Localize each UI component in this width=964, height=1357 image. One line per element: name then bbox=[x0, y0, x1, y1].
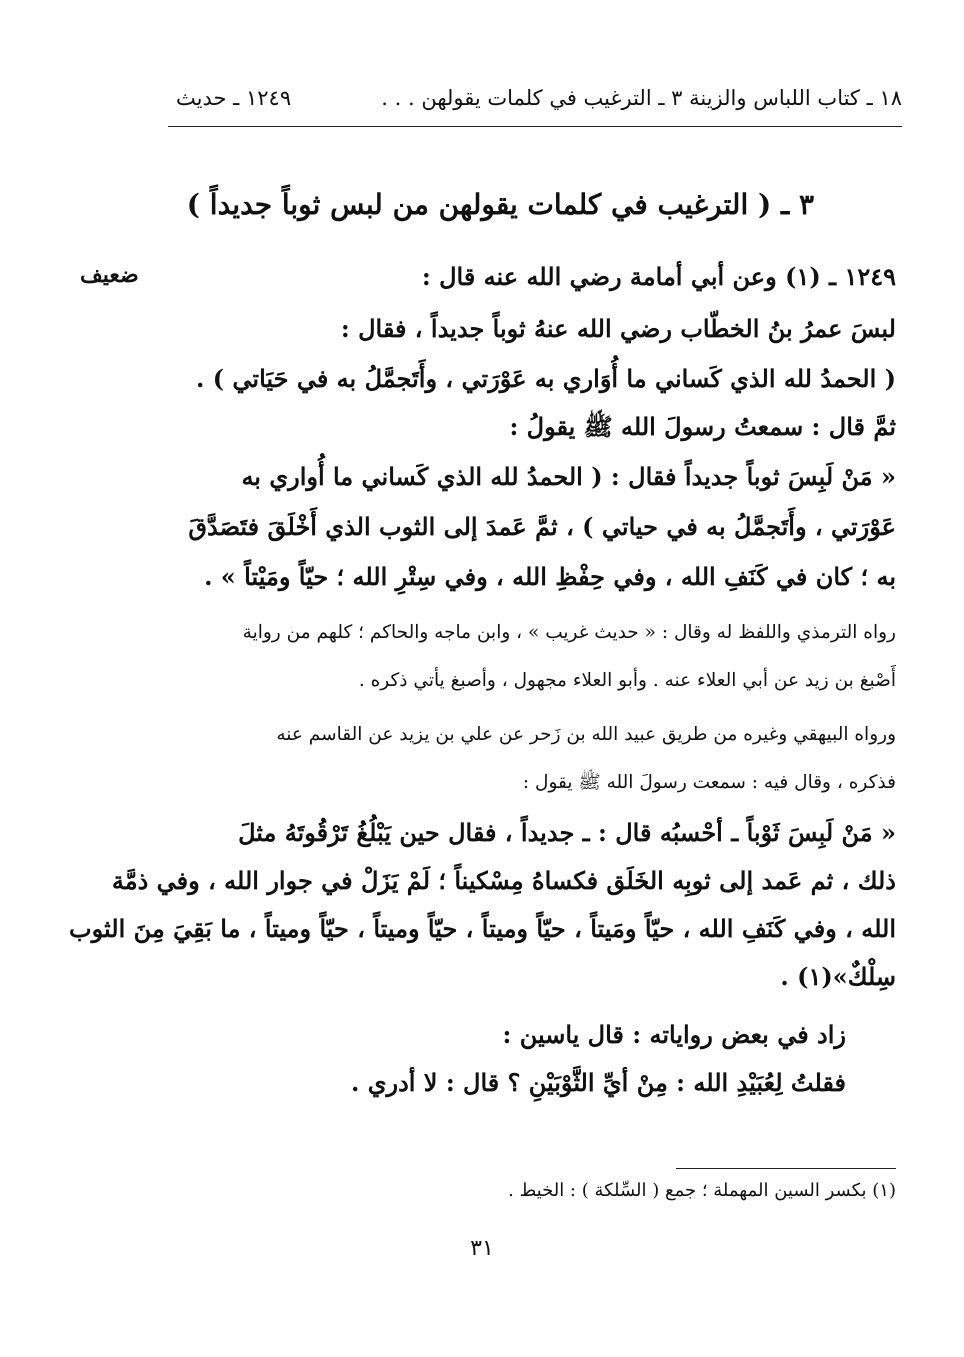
addition-line: زاد في بعض رواياته : قال ياسين : bbox=[502, 1020, 846, 1049]
hadith-line: ١٢٤٩ ـ (١) وعن أبي أمامة رضي الله عنه قال : bbox=[421, 262, 896, 291]
footnote-divider bbox=[676, 1168, 896, 1169]
commentary-line: أَصْبغ بن زيد عن أبي العلاء عنه . وأبو العلاء مجهول ، وأصبغ يأتي ذكره . bbox=[358, 670, 896, 691]
hadith-line: ( الحمدُ لله الذي كَساني ما أُوَاري به عَوْرَتي ، وأَتَجمَّلُ به في حَيَاتي ) . bbox=[196, 364, 896, 393]
running-header-chapter: ١٨ ـ كتاب اللباس والزينة ٣ ـ الترغيب في كلمات يقولهن . . . bbox=[381, 86, 902, 110]
page-number: ٣١ bbox=[470, 1236, 494, 1261]
running-header-hadith-number: ١٢٤٩ ـ حديث bbox=[176, 86, 292, 110]
hadith-line: به ؛ كان في كَنَفِ الله ، وفي حِفْظِ الله ، وفي سِتْرِ الله ؛ حيّاً ومَيْتاً » . bbox=[204, 562, 896, 591]
commentary-line: ورواه البيهقي وغيره من طريق عبيد الله بن زَحر عن علي بن يزيد عن القاسم عنه bbox=[276, 724, 896, 745]
hadith-line: « مَنْ لَبِسَ ثوباً جديداً فقال : ( الحمدُ لله الذي كَساني ما أُواري به bbox=[241, 462, 896, 491]
section-title: ٣ ـ ( الترغيب في كلمات يقولهن من لبس ثوباً جديداً ) bbox=[186, 188, 814, 221]
commentary-line: فذكره ، وقال فيه : سمعت رسولَ الله ﷺ يقول : bbox=[522, 772, 896, 793]
hadith-grade-label: ضعيف bbox=[80, 262, 139, 288]
footnote: (١) بكسر السين المهملة ؛ جمع ( السِّلكة ) : الخيط . bbox=[508, 1180, 896, 1201]
addition-line: فقلتُ لِعُبَيْدِ الله : مِنْ أيِّ الثَّوْبَيْنِ ؟ قال : لا أدري . bbox=[351, 1068, 846, 1097]
hadith-variant-line: الله ، وفي كَنَفِ الله ، حيّاً ومَيتاً ، حيّاً وميتاً ، حيّاً وميتاً ، حيّاً وميتاً ، ما بَقِيَ مِنَ الثوب bbox=[69, 914, 896, 943]
hadith-variant-line: ذلك ، ثم عَمد إلى ثوبِه الخَلَق فكساهُ مِسْكيناً ؛ لَمْ يَزَلْ في جوار الله ، وفي ذمَّة bbox=[111, 866, 896, 895]
hadith-line: ثمَّ قال : سمعتُ رسولَ الله ﷺ يقولُ : bbox=[509, 412, 896, 441]
header-divider bbox=[168, 126, 902, 127]
hadith-line: لبسَ عمرُ بنُ الخطّاب رضي الله عنهُ ثوباً جديداً ، فقال : bbox=[340, 314, 896, 343]
hadith-variant-line: « مَنْ لَبِسَ ثَوْباً ـ أحْسبُه قال : ـ جديداً ، فقال حين يَبْلُغُ تَرْقُوتَهُ مثلَ bbox=[238, 818, 896, 847]
hadith-variant-line: سِلْكٌ»(١) . bbox=[780, 962, 896, 991]
hadith-line: عَوْرَتي ، وأَتَجمَّلُ به في حياتي ) ، ثمَّ عَمدَ إلى الثوب الذي أَخْلَقَ فتَصَدَّقَ bbox=[188, 512, 896, 541]
commentary-line: رواه الترمذي واللفظ له وقال : « حديث غريب » ، وابن ماجه والحاكم ؛ كلهم من رواية bbox=[242, 622, 896, 643]
